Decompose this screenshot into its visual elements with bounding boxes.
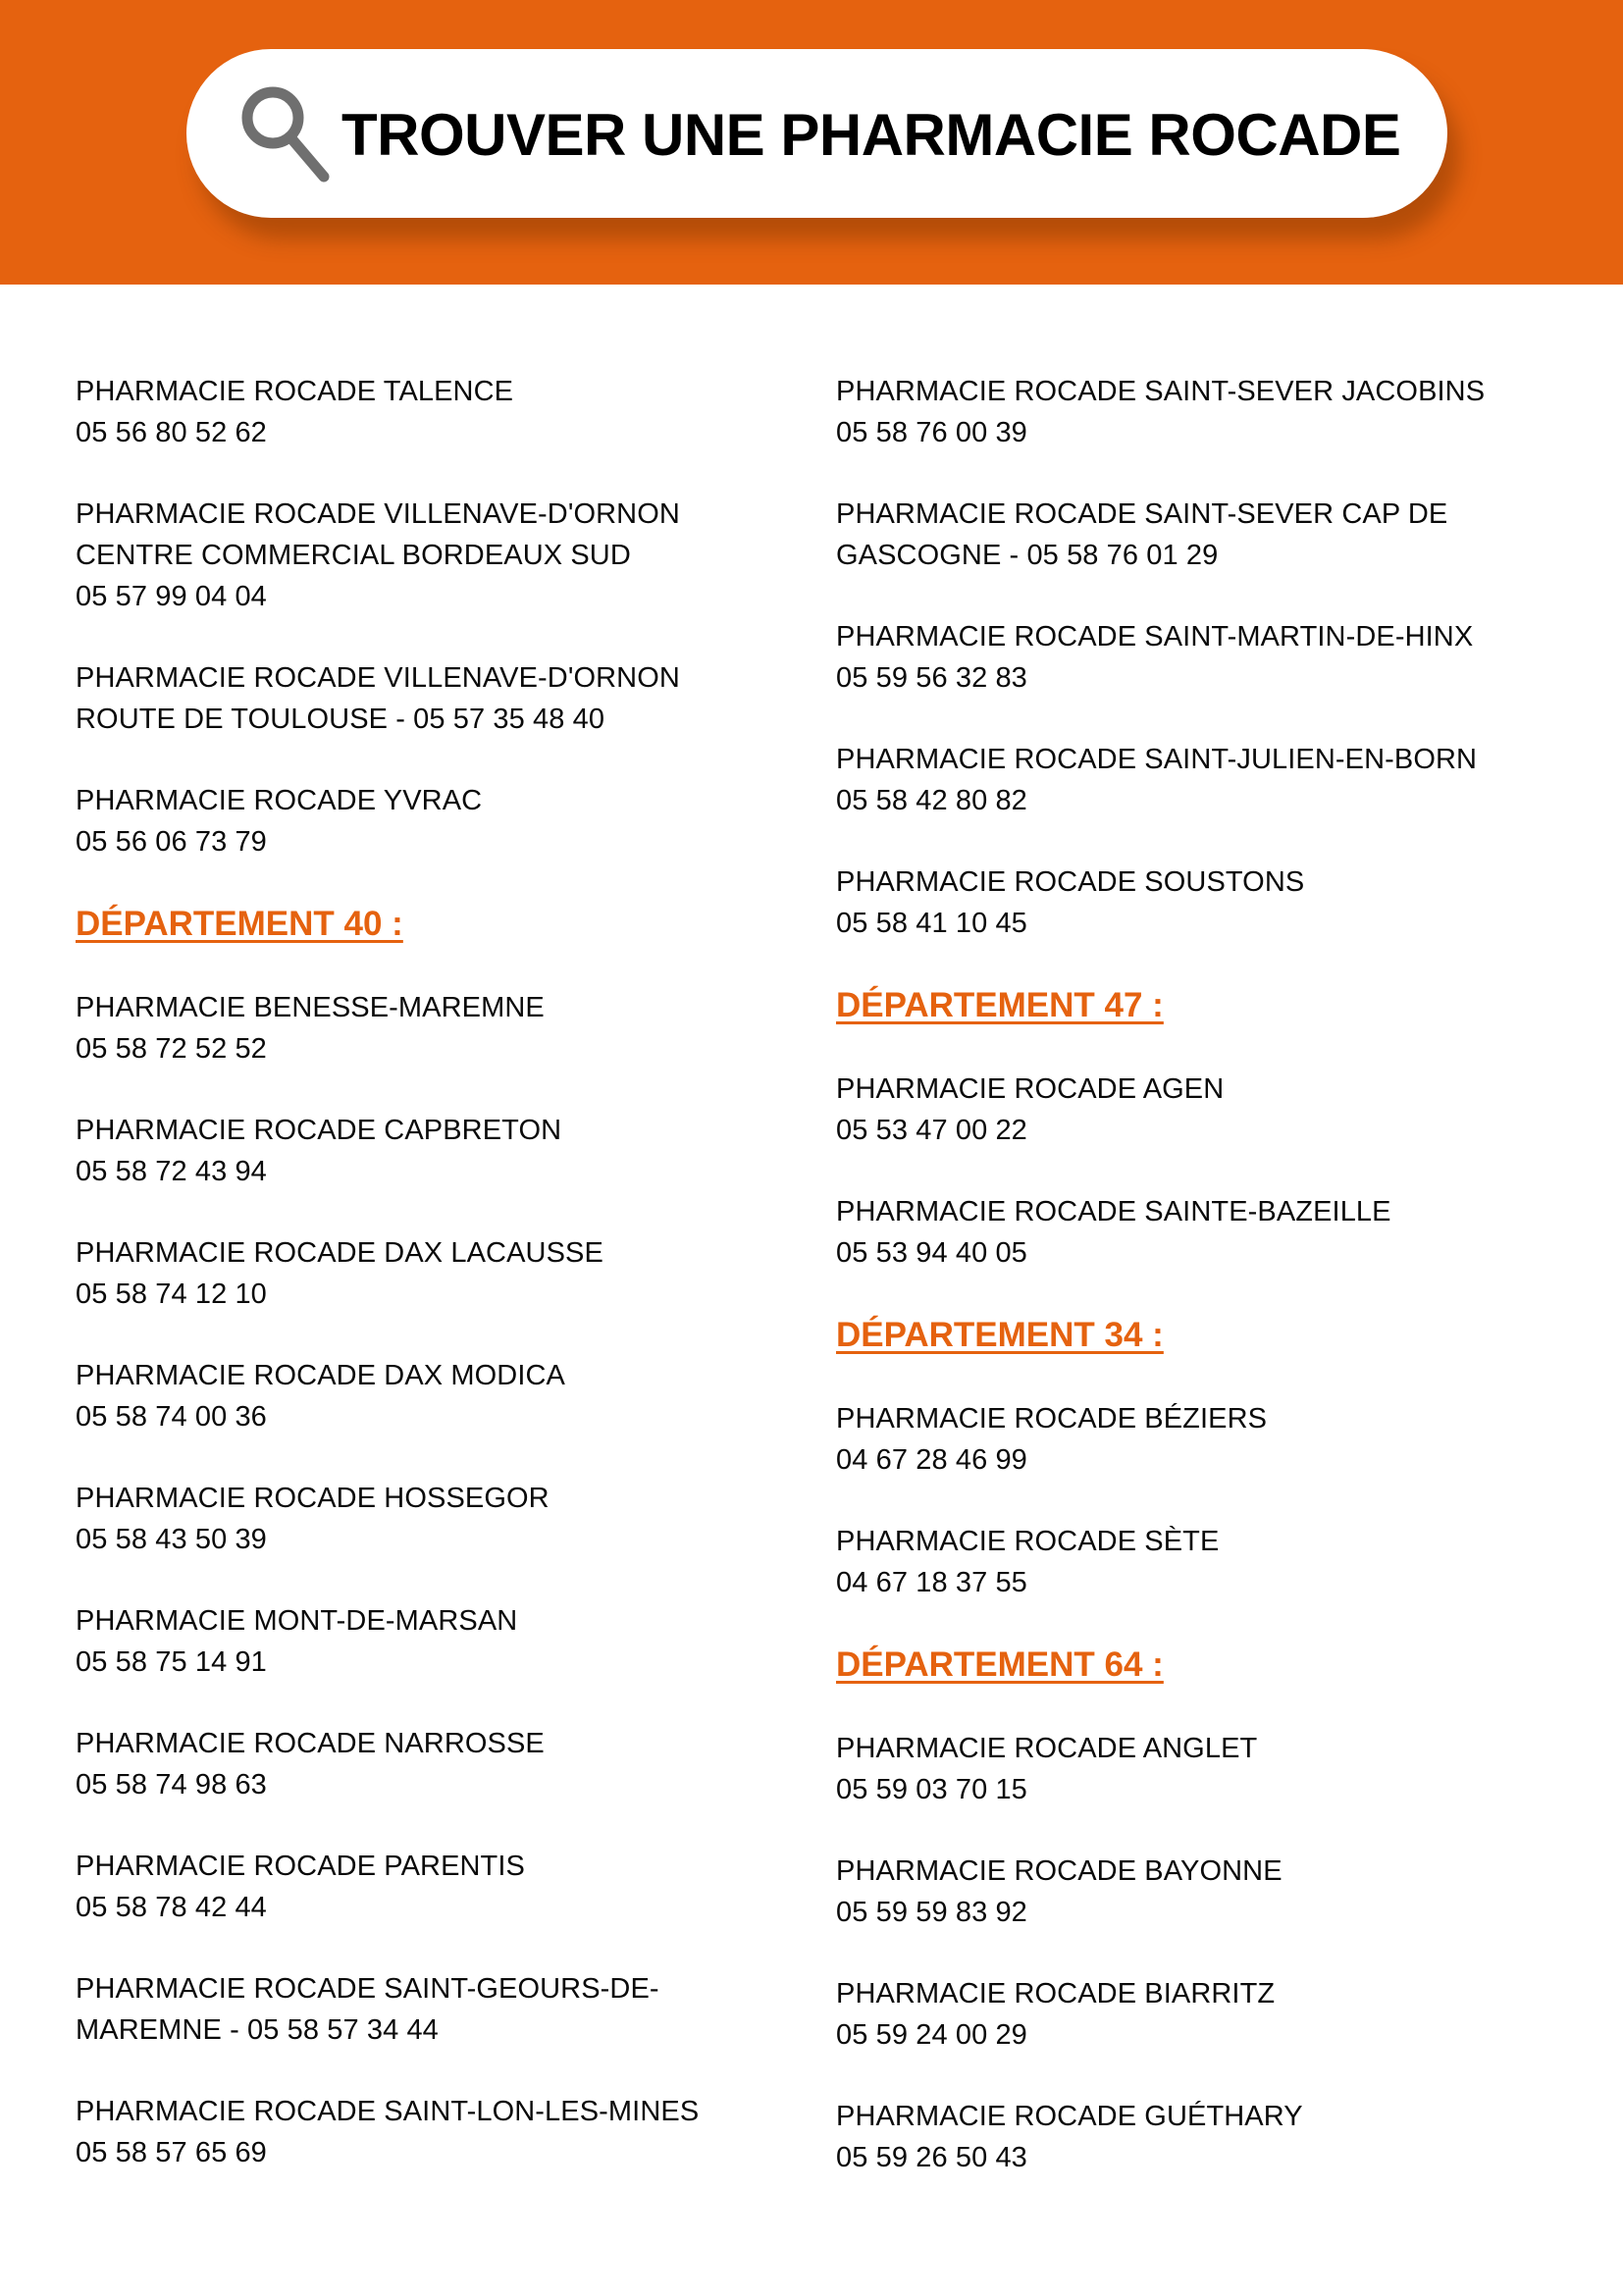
- pharmacy-entry-last-line: 05 58 75 14 91: [76, 1646, 267, 1678]
- dept40-entries: [76, 987, 802, 2173]
- dept47-entries: [836, 1069, 1562, 1274]
- pharmacy-entry-line: CENTRE COMMERCIAL BORDEAUX SUD: [76, 540, 631, 571]
- pharmacy-entry-line: PHARMACIE ROCADE SAINT-SEVER JACOBINS: [836, 376, 1486, 407]
- pharmacy-entry: [76, 1478, 802, 1560]
- pharmacy-entry-line: PHARMACIE ROCADE HOSSEGOR: [76, 1483, 550, 1514]
- left-entries-top: [76, 371, 802, 862]
- pharmacy-entry-line: PHARMACIE ROCADE SAINT-SEVER CAP DE: [836, 498, 1448, 530]
- pharmacy-entry-last-line: 05 57 99 04 04: [76, 581, 267, 612]
- page-title: TROUVER UNE PHARMACIE ROCADE: [341, 102, 1401, 168]
- department-heading-34: DÉPARTEMENT 34 :: [836, 1316, 1164, 1354]
- pharmacy-entry-last-line: 05 58 42 80 82: [836, 785, 1027, 816]
- pharmacy-entry: [76, 371, 802, 453]
- pharmacy-entry-last-line: MAREMNE - 05 58 57 34 44: [76, 2014, 439, 2046]
- pharmacy-entry-last-line: ROUTE DE TOULOUSE - 05 57 35 48 40: [76, 704, 605, 735]
- pharmacy-entry-last-line: 05 58 41 10 45: [836, 908, 1027, 939]
- pharmacy-entry-line: PHARMACIE ROCADE BÉZIERS: [836, 1403, 1268, 1435]
- pharmacy-entry: [76, 1600, 802, 1683]
- pharmacy-entry-line: PHARMACIE ROCADE SAINT-JULIEN-EN-BORN: [836, 744, 1478, 775]
- pharmacy-entry: [76, 494, 802, 617]
- pharmacy-entry-last-line: 05 58 43 50 39: [76, 1524, 267, 1555]
- pharmacy-entry-line: PHARMACIE ROCADE ANGLET: [836, 1733, 1258, 1764]
- right-entries-top: [836, 371, 1562, 944]
- pharmacy-entry-line: PHARMACIE ROCADE BAYONNE: [836, 1855, 1283, 1887]
- pharmacy-entry: [76, 987, 802, 1070]
- pharmacy-entry-last-line: 05 58 57 65 69: [76, 2137, 267, 2168]
- pharmacy-entry-line: PHARMACIE ROCADE DAX MODICA: [76, 1360, 565, 1391]
- pharmacy-entry: [76, 2091, 802, 2173]
- pharmacy-entry: [836, 1069, 1562, 1151]
- pharmacy-entry: [76, 780, 802, 862]
- pharmacy-entry-last-line: 05 56 06 73 79: [76, 826, 267, 858]
- pharmacy-entry-last-line: 05 53 94 40 05: [836, 1237, 1027, 1269]
- pharmacy-entry: [836, 1398, 1562, 1481]
- pharmacy-entry: [76, 1968, 802, 2051]
- dept34-entries: [836, 1398, 1562, 1603]
- pharmacy-entry: [836, 739, 1562, 821]
- pharmacy-entry-last-line: 05 58 72 43 94: [76, 1156, 267, 1187]
- pharmacy-entry-last-line: 05 58 74 12 10: [76, 1278, 267, 1310]
- pharmacy-entry-last-line: 05 59 26 50 43: [836, 2142, 1027, 2173]
- pharmacy-entry: [836, 1191, 1562, 1274]
- pharmacy-entry-last-line: 05 58 74 98 63: [76, 1769, 267, 1800]
- pharmacy-entry-last-line: 04 67 28 46 99: [836, 1444, 1027, 1476]
- pharmacy-entry: [76, 657, 802, 740]
- pharmacy-entry: [836, 494, 1562, 576]
- left-column: [76, 371, 802, 2214]
- pharmacy-entry-last-line: 05 59 24 00 29: [836, 2019, 1027, 2051]
- pharmacy-entry-line: PHARMACIE ROCADE SAINT-MARTIN-DE-HINX: [836, 621, 1474, 652]
- pharmacy-entry: [836, 371, 1562, 453]
- pharmacy-entry-line: PHARMACIE ROCADE SAINT-GEOURS-DE-: [76, 1973, 659, 2005]
- pharmacy-entry-last-line: 05 56 80 52 62: [76, 417, 267, 448]
- pharmacy-entry-line: PHARMACIE ROCADE NARROSSE: [76, 1728, 545, 1759]
- pharmacy-entry-last-line: 05 53 47 00 22: [836, 1115, 1027, 1146]
- pharmacy-entry: [836, 2096, 1562, 2178]
- pharmacy-entry-line: PHARMACIE ROCADE GUÉTHARY: [836, 2101, 1303, 2132]
- pharmacy-entry: [76, 1723, 802, 1805]
- pharmacy-entry-last-line: 05 59 56 32 83: [836, 662, 1027, 694]
- pharmacy-entry-line: PHARMACIE ROCADE SAINT-LON-LES-MINES: [76, 2096, 700, 2127]
- search-icon: [236, 80, 343, 188]
- pharmacy-entry-line: PHARMACIE BENESSE-MAREMNE: [76, 992, 545, 1023]
- pharmacy-entry-last-line: 05 58 72 52 52: [76, 1033, 267, 1065]
- pharmacy-entry-line: PHARMACIE ROCADE VILLENAVE-D'ORNON: [76, 498, 680, 530]
- pharmacy-entry: [836, 1973, 1562, 2056]
- pharmacy-entry-last-line: 05 58 74 00 36: [76, 1401, 267, 1433]
- pharmacy-entry-last-line: 05 59 59 83 92: [836, 1897, 1027, 1928]
- pharmacy-entry-line: PHARMACIE ROCADE SAINTE-BAZEILLE: [836, 1196, 1391, 1227]
- pharmacy-entry-line: PHARMACIE ROCADE SÈTE: [836, 1526, 1220, 1557]
- pharmacy-entry: [836, 1521, 1562, 1603]
- department-heading-40: DÉPARTEMENT 40 :: [76, 905, 403, 943]
- pharmacy-entry: [76, 1355, 802, 1437]
- pharmacy-entry-line: PHARMACIE MONT-DE-MARSAN: [76, 1605, 518, 1637]
- pharmacy-entry: [76, 1846, 802, 1928]
- pharmacy-entry: [76, 1232, 802, 1315]
- pharmacy-entry-last-line: 05 58 78 42 44: [76, 1892, 267, 1923]
- pharmacy-entry-line: PHARMACIE ROCADE AGEN: [836, 1073, 1225, 1105]
- pharmacy-entry-line: PHARMACIE ROCADE SOUSTONS: [836, 866, 1305, 898]
- pharmacy-entry-line: PHARMACIE ROCADE BIARRITZ: [836, 1978, 1276, 2009]
- department-heading-47: DÉPARTEMENT 47 :: [836, 986, 1164, 1024]
- right-column: [836, 371, 1562, 2218]
- pharmacy-entry: [836, 616, 1562, 699]
- department-heading-64: DÉPARTEMENT 64 :: [836, 1645, 1164, 1684]
- pharmacy-entry-last-line: 05 59 03 70 15: [836, 1774, 1027, 1805]
- pharmacy-entry-last-line: 04 67 18 37 55: [836, 1567, 1027, 1598]
- dept64-entries: [836, 1728, 1562, 2178]
- pharmacy-entry-line: PHARMACIE ROCADE TALENCE: [76, 376, 514, 407]
- pharmacy-entry: [836, 861, 1562, 944]
- pharmacy-entry-line: PHARMACIE ROCADE YVRAC: [76, 785, 483, 816]
- pharmacy-entry-line: PHARMACIE ROCADE DAX LACAUSSE: [76, 1237, 603, 1269]
- pharmacy-entry-line: PHARMACIE ROCADE VILLENAVE-D'ORNON: [76, 662, 680, 694]
- pharmacy-entry: [836, 1728, 1562, 1810]
- pharmacy-entry: [836, 1851, 1562, 1933]
- pharmacy-entry-last-line: 05 58 76 00 39: [836, 417, 1027, 448]
- pharmacy-entry: [76, 1110, 802, 1192]
- pharmacy-entry-last-line: GASCOGNE - 05 58 76 01 29: [836, 540, 1219, 571]
- pharmacy-entry-line: PHARMACIE ROCADE CAPBRETON: [76, 1115, 562, 1146]
- pharmacy-entry-line: PHARMACIE ROCADE PARENTIS: [76, 1851, 525, 1882]
